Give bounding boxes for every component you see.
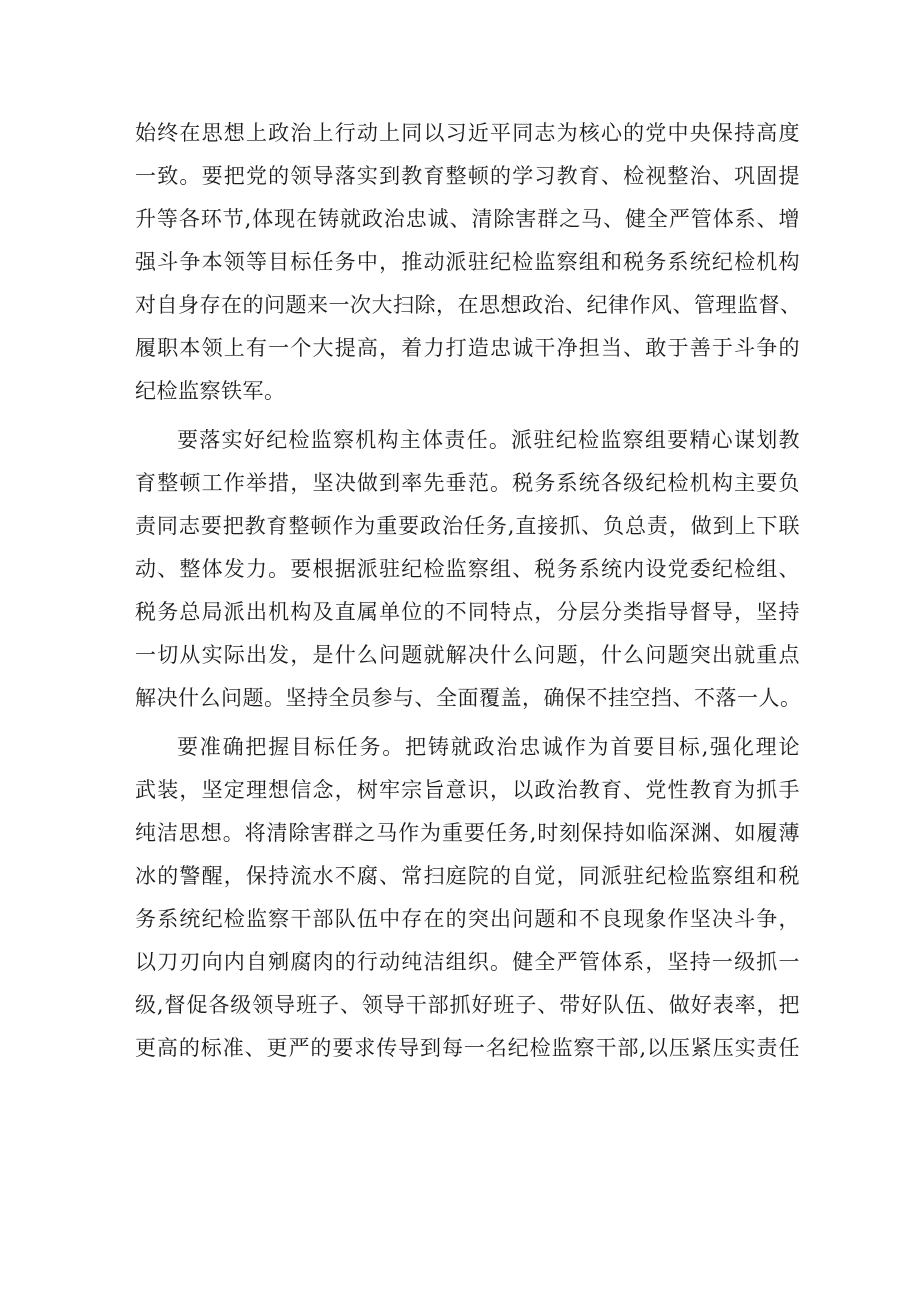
text-line: 级,督促各级领导班子、领导干部抓好班子、带好队伍、做好表率，把 — [135, 993, 800, 1017]
document-body — [135, 112, 800, 1070]
text-line: 解决什么问题。坚持全员参与、全面覆盖，确保不挂空挡、不落一人。 — [135, 686, 802, 710]
text-line: 始终在思想上政治上行动上同以习近平同志为核心的党中央保持高度 — [135, 121, 800, 145]
text-line: 一切从实际出发，是什么问题就解决什么问题，什么问题突出就重点 — [135, 643, 800, 667]
paragraph — [135, 419, 800, 720]
text-line: 武装，坚定理想信念，树牢宗旨意识，以政治教育、党性教育为抓手 — [135, 778, 800, 802]
text-line: 务系统纪检监察干部队伍中存在的突出问题和不良现象作坚决斗争， — [135, 907, 800, 931]
text-line: 要准确把握目标任务。把铸就政治忠诚作为首要目标,强化理论 — [177, 735, 800, 759]
text-line: 纪检监察铁军。 — [135, 379, 286, 403]
text-line: 育整顿工作举措，坚决做到率先垂范。税务系统各级纪检机构主要负 — [135, 471, 800, 495]
text-line: 税务总局派出机构及直属单位的不同特点，分层分类指导督导，坚持 — [135, 600, 800, 624]
text-line: 更高的标准、更严的要求传导到每一名纪检监察干部,以压紧压实责任 — [135, 1036, 800, 1060]
text-line: 以刀刃向内自剜腐肉的行动纯洁组织。健全严管体系，坚持一级抓一 — [135, 950, 800, 974]
text-line: 责同志要把教育整顿作为重要政治任务,直接抓、负总责，做到上下联 — [135, 514, 800, 538]
paragraph — [135, 726, 800, 1070]
text-line: 强斗争本领等目标任务中，推动派驻纪检监察组和税务系统纪检机构 — [135, 250, 800, 274]
text-line: 对自身存在的问题来一次大扫除，在思想政治、纪律作风、管理监督、 — [135, 293, 802, 317]
text-line: 升等各环节,体现在铸就政治忠诚、清除害群之马、健全严管体系、增 — [135, 207, 800, 231]
text-line: 要落实好纪检监察机构主体责任。派驻纪检监察组要精心谋划教 — [177, 428, 800, 452]
text-line: 履职本领上有一个大提高，着力打造忠诚干净担当、敢于善于斗争的 — [135, 336, 800, 360]
text-line: 冰的警醒，保持流水不腐、常扫庭院的自觉，同派驻纪检监察组和税 — [135, 864, 800, 888]
paragraph — [135, 112, 800, 413]
text-line: 一致。要把党的领导落实到教育整顿的学习教育、检视整治、巩固提 — [135, 164, 800, 188]
text-line: 纯洁思想。将清除害群之马作为重要任务,时刻保持如临深渊、如履薄 — [135, 821, 800, 845]
text-line: 动、整体发力。要根据派驻纪检监察组、税务系统内设党委纪检组、 — [135, 557, 800, 581]
